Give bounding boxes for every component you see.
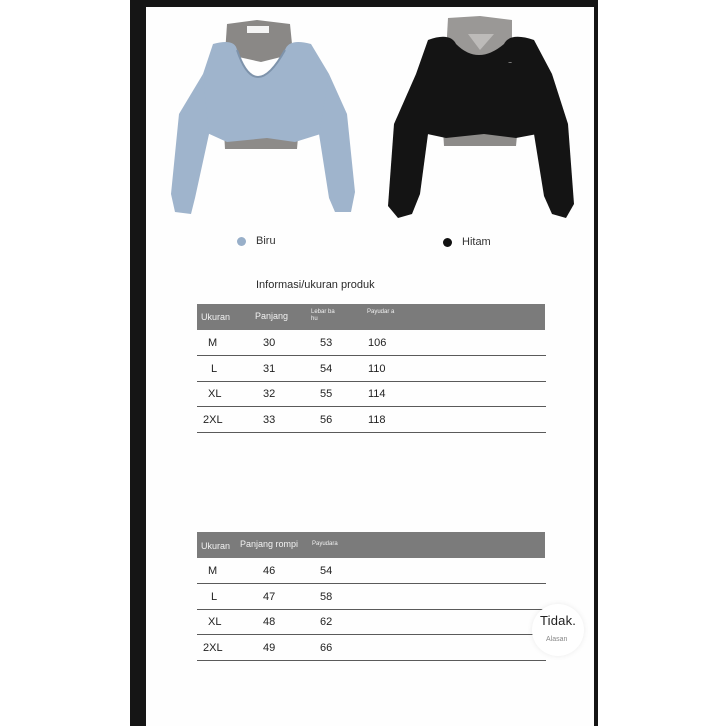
table-row	[197, 381, 546, 407]
table-row	[197, 558, 546, 584]
frame-left-border	[130, 0, 146, 726]
table-cell: 47	[263, 591, 276, 603]
table-cell: M	[208, 565, 218, 577]
table-cell: 33	[263, 414, 276, 426]
table-cell: XL	[208, 616, 222, 628]
color-label-blue: Biru	[256, 235, 276, 247]
blue-swatch-dot	[237, 237, 246, 246]
table-cell: 110	[368, 363, 386, 375]
color-label-black: Hitam	[462, 236, 491, 248]
table-row	[197, 407, 546, 433]
table-header	[197, 304, 545, 330]
table-cell: 58	[320, 591, 333, 603]
header-cell: Lebar ba hu	[311, 309, 335, 322]
table-cell: 30	[263, 337, 276, 349]
header-cell: Ukuran	[201, 312, 231, 322]
table-row	[197, 635, 546, 661]
table-cell: XL	[208, 388, 222, 400]
table-cell: 55	[320, 388, 333, 400]
table-row	[197, 356, 546, 382]
table-cell: 54	[320, 363, 333, 375]
frame-right-border	[594, 0, 598, 726]
table-cell: 49	[263, 642, 276, 654]
blue-sweater-image	[165, 14, 360, 222]
table-cell: 62	[320, 616, 333, 628]
header-cell: Panjang	[255, 311, 289, 321]
table-cell: 31	[263, 363, 276, 375]
svg-text:~: ~	[508, 60, 513, 66]
black-sweater-image	[384, 14, 579, 222]
badge-reason-link[interactable]: Alasan	[546, 636, 568, 643]
table-row	[197, 584, 546, 610]
table-row	[197, 609, 546, 635]
table-cell: 54	[320, 565, 333, 577]
table-header	[197, 532, 545, 558]
color-option-blue	[237, 235, 276, 247]
frame-top-border	[130, 0, 598, 7]
header-cell: Payudara	[312, 541, 338, 547]
section-title: Informasi/ukuran produk	[256, 279, 375, 291]
header-cell: Payudar a	[367, 309, 395, 315]
table-cell: 2XL	[203, 414, 223, 426]
table-cell: L	[211, 591, 218, 603]
black-swatch-dot	[443, 238, 452, 247]
table-row	[197, 330, 546, 356]
table-cell: 106	[368, 337, 387, 349]
table-cell: L	[211, 363, 218, 375]
table-cell: 56	[320, 414, 333, 426]
badge-label: Tidak.	[540, 613, 577, 628]
table-cell: 53	[320, 337, 333, 349]
table-cell: 2XL	[203, 642, 223, 654]
table-cell: 48	[263, 616, 276, 628]
table-cell: 114	[368, 388, 386, 400]
table-cell: 118	[368, 414, 386, 426]
header-cell: Ukuran	[201, 541, 231, 551]
table-cell: 32	[263, 388, 276, 400]
header-cell: Panjang rompi	[240, 539, 299, 549]
not-interested-badge[interactable]	[532, 604, 584, 656]
table-cell: 66	[320, 642, 333, 654]
table-cell: 46	[263, 565, 276, 577]
table-cell: M	[208, 337, 218, 349]
color-option-black	[443, 236, 491, 248]
